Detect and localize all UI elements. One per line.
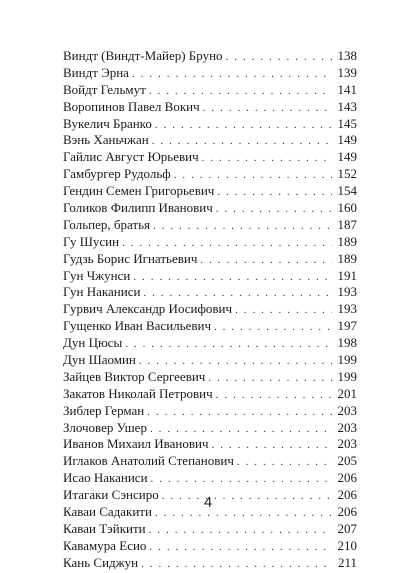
toc-entry (63, 132, 357, 149)
toc-entry (63, 234, 357, 251)
toc-entry-name: Гудзь Борис Игнатьевич (63, 250, 198, 266)
toc-entry-name: Войдт Гельмут (63, 81, 146, 97)
toc-entry (63, 65, 357, 82)
toc-entry-page: 198 (337, 335, 357, 351)
toc-entry-page: 197 (337, 318, 357, 334)
toc-entry-name: Зайцев Виктор Сергеевич (63, 368, 206, 384)
toc-entry-page: 207 (337, 520, 357, 536)
toc-entry-name: Итагаки Сэнсиро (63, 487, 159, 503)
dot-leader (152, 133, 332, 150)
toc-entry-name: Зиблер Герман (63, 402, 145, 418)
toc-entry-page: 191 (337, 267, 357, 283)
toc-entry-page: 143 (337, 98, 357, 114)
toc-entry-name: Гун Чжунси (63, 267, 131, 283)
toc-entry (63, 436, 357, 453)
toc-entry (63, 268, 357, 285)
toc-entry-page: 201 (337, 385, 357, 401)
dot-leader (202, 150, 332, 167)
toc-entry-page: 189 (337, 250, 357, 266)
dot-leader (139, 353, 332, 370)
toc-entry (63, 183, 357, 200)
toc-entry-name: Дун Шаомин (63, 352, 136, 368)
toc-entry (63, 453, 357, 470)
toc-entry (63, 48, 357, 65)
toc-entry-page: 210 (337, 537, 357, 553)
toc-entry-page: 203 (337, 402, 357, 418)
toc-entry-name: Каваи Тэйкити (63, 520, 146, 536)
toc-entry-page: 160 (337, 200, 357, 216)
toc-entry (63, 82, 357, 99)
toc-entry-name: Гольпер, братья (63, 216, 150, 232)
toc-entry (63, 335, 357, 352)
toc-entry-name: Виндт Эрна (63, 64, 129, 80)
dot-leader (125, 336, 332, 353)
toc-entry-name: Голиков Филипп Иванович (63, 200, 213, 216)
dot-leader (237, 454, 332, 471)
toc-entry-page: 141 (337, 81, 357, 97)
toc-entry-name: Гендин Семен Григорьевич (63, 183, 215, 199)
dot-leader (122, 235, 332, 252)
toc-entry (63, 301, 357, 318)
dot-leader (235, 302, 332, 319)
toc-entry (63, 470, 357, 487)
toc-entry-name: Гун Наканиси (63, 284, 141, 300)
dot-leader (143, 285, 332, 302)
dot-leader (132, 66, 332, 83)
toc-entry (63, 116, 357, 133)
toc-entry (63, 251, 357, 268)
toc-entry-page: 189 (337, 233, 357, 249)
toc-entry-name: Гайлис Август Юрьевич (63, 149, 199, 165)
toc-entry-name: Гурвич Александр Иосифович (63, 301, 233, 317)
toc-entry (63, 99, 357, 116)
toc-entry-page: 199 (337, 368, 357, 384)
toc-entry (63, 521, 357, 538)
toc-entry-name: Воропинов Павел Вокич (63, 98, 200, 114)
toc-entry-page: 149 (337, 132, 357, 148)
toc-entry-name: Закатов Николай Петрович (63, 385, 213, 401)
toc-entry (63, 352, 357, 369)
dot-leader (203, 100, 332, 117)
dot-leader (208, 370, 332, 387)
toc-entry (63, 217, 357, 234)
dot-leader (214, 319, 332, 336)
toc-entry-page: 205 (337, 453, 357, 469)
toc-entry-page: 193 (337, 301, 357, 317)
dot-leader (133, 269, 332, 286)
toc-entry-name: Исао Наканиси (63, 470, 148, 486)
toc-entry-page: 138 (337, 48, 357, 63)
toc-entry-name: Злочовер Ушер (63, 419, 147, 435)
dot-leader (226, 49, 332, 66)
toc-entry-name: Гу Шусин (63, 233, 120, 249)
toc-entry-page: 211 (337, 554, 357, 570)
toc-entry-page: 206 (337, 504, 357, 520)
toc-entry (63, 369, 357, 386)
toc-entry-name: Каваи Садакити (63, 504, 152, 520)
toc-entry (63, 538, 357, 555)
toc-entry-page: 149 (337, 149, 357, 165)
toc-entry (63, 555, 357, 572)
toc-entry (63, 403, 357, 420)
toc-entry-page: 199 (337, 352, 357, 368)
toc-entry-name: Вэнь Ханьчжан (63, 132, 149, 148)
toc-entry (63, 386, 357, 403)
dot-leader (149, 83, 332, 100)
dot-leader (174, 167, 332, 184)
toc-entry-name: Виндт (Виндт-Майер) Бруно (63, 48, 223, 63)
dot-leader (147, 404, 332, 421)
toc-entry-page: 187 (337, 216, 357, 232)
toc-entry-name: Вукелич Бранко (63, 115, 152, 131)
page-number: 4 (203, 494, 213, 511)
dot-leader (200, 252, 332, 269)
toc-entry (63, 200, 357, 217)
toc-entry-page: 203 (337, 436, 357, 452)
toc-entry-page: 206 (337, 487, 357, 503)
toc-entry (63, 284, 357, 301)
dot-leader (155, 117, 332, 134)
toc-entry-name: Гамбургер Рудольф (63, 166, 171, 182)
dot-leader (216, 387, 332, 404)
dot-leader (212, 437, 333, 454)
dot-leader (149, 539, 332, 556)
dot-leader (216, 201, 332, 218)
dot-leader (153, 218, 332, 235)
dot-leader (217, 184, 332, 201)
toc-entry (63, 166, 357, 183)
toc-entry (63, 318, 357, 335)
dot-leader (150, 421, 332, 438)
toc-entry-page: 145 (337, 115, 357, 131)
toc-entry-page: 206 (337, 470, 357, 486)
toc-entry-page: 154 (337, 183, 357, 199)
toc-entry-name: Дун Цюсы (63, 335, 123, 351)
dot-leader (141, 556, 332, 573)
toc-entry-name: Кань Сиджун (63, 554, 139, 570)
toc-entry-name: Иванов Михаил Иванович (63, 436, 209, 452)
toc-entry-page: 152 (337, 166, 357, 182)
dot-leader (149, 522, 332, 539)
toc-entry-page: 139 (337, 64, 357, 80)
toc-entry-page: 203 (337, 419, 357, 435)
toc-entry-name: Кавамура Есио (63, 537, 147, 553)
dot-leader (151, 471, 332, 488)
toc-entry (63, 420, 357, 437)
toc-entry-name: Иглаков Анатолий Степанович (63, 453, 234, 469)
toc-entry (63, 149, 357, 166)
toc-entry-page: 193 (337, 284, 357, 300)
toc-entry-name: Гущенко Иван Васильевич (63, 318, 211, 334)
